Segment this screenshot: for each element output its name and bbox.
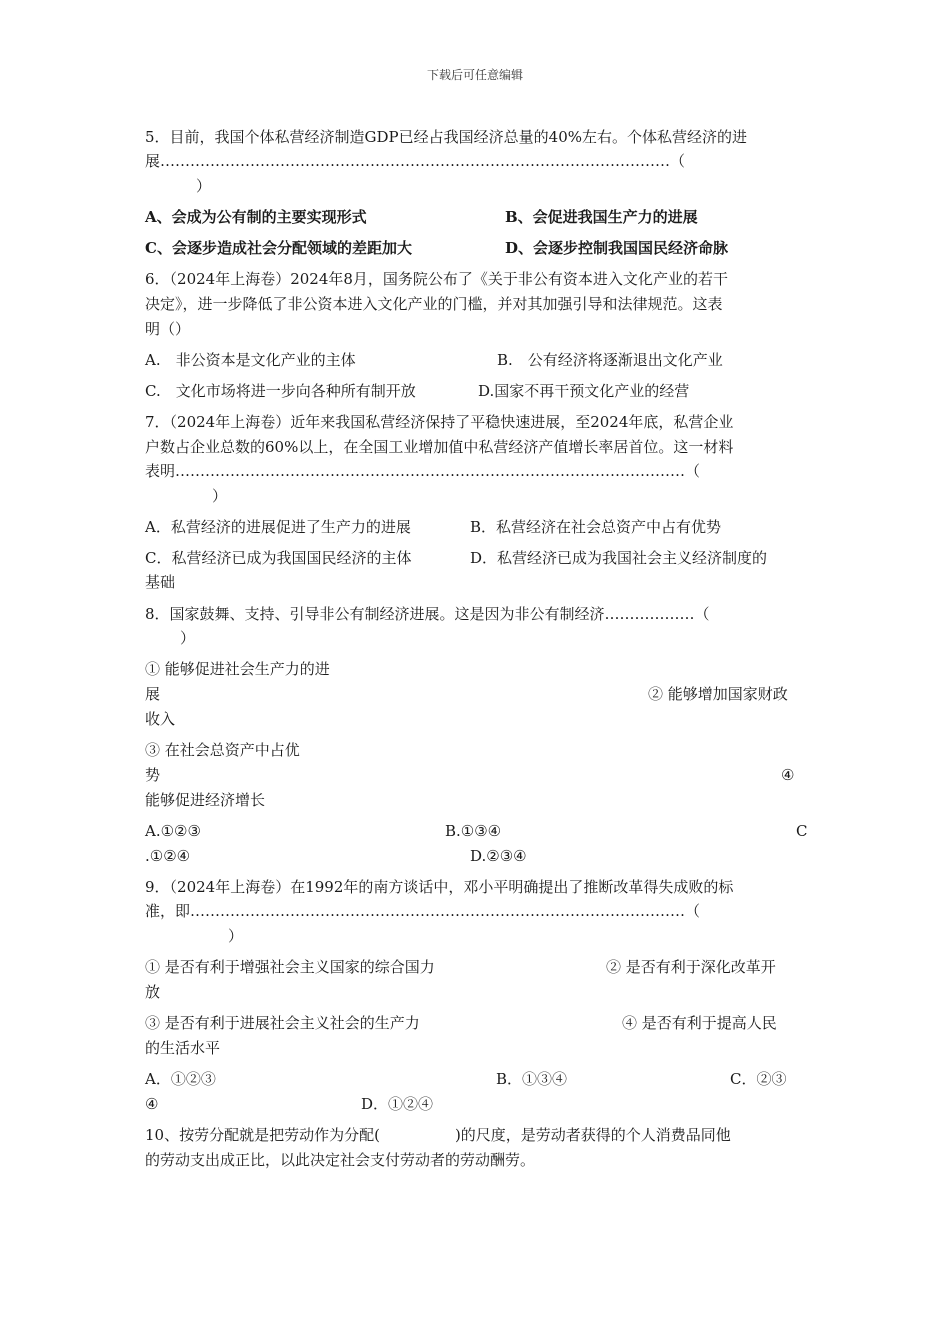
q9-stem-line1: 9．（2024年上海卷）在1992年的南方谈话中，邓小平明确提出了推断改革得失成败的标 <box>145 878 734 896</box>
q6-stem-line2: 决定》，进一步降低了非公资本进入文化产业的门槛，并对其加强引导和法律规范。这表 <box>145 295 723 313</box>
q8-stem-line1: 8．国家鼓舞、支持、引导非公有制经济进展。这是因为非公有制经济………………（ <box>145 605 710 623</box>
q6-stem-line3: 明（） <box>145 320 191 338</box>
q9-statement-2-cont: 放 <box>145 983 161 1001</box>
q9-statement-4-cont: 的生活水平 <box>145 1039 221 1057</box>
page-header: 下载后可任意编辑 <box>426 68 523 82</box>
q9-option-a: A．①②③ <box>145 1070 216 1088</box>
q8-option-a: A.①②③ <box>145 822 201 840</box>
q8-statement-3-cont: 势 <box>145 766 161 784</box>
q5-option-a: A、会成为公有制的主要实现形式 <box>145 208 367 226</box>
q8-statement-2-cont: 收入 <box>145 710 176 728</box>
q7-stem-line1: 7．（2024年上海卷）近年来我国私营经济保持了平稳快速进展，至2024年底，私营企业 <box>145 413 734 431</box>
q6-stem-line1: 6．（2024年上海卷）2024年8月，国务院公布了《关于非公有资本进入文化产业的若干 <box>145 270 728 288</box>
q9-statement-4: ④ 是否有利于提高人民 <box>622 1014 777 1032</box>
q7-option-c: C．私营经济已成为我国国民经济的主体 <box>145 549 412 567</box>
q9-statement-3: ③ 是否有利于进展社会主义社会的生产力 <box>145 1014 420 1032</box>
q8-option-c-label: C <box>796 822 808 840</box>
q10-stem-line1: 10、按劳分配就是把劳动作为分配( )的尺度，是劳动者获得的个人消费品同他 <box>145 1126 731 1144</box>
q7-option-a: A．私营经济的进展促进了生产力的进展 <box>145 518 411 536</box>
q5-option-c: C、会逐步造成社会分配领域的差距加大 <box>145 239 412 257</box>
q5-stem-line1: 5．目前，我国个体私营经济制造GDP已经占我国经济总量的40%左右。个体私营经济的进 <box>145 128 747 146</box>
q5-option-b: B、会促进我国生产力的进展 <box>505 208 698 226</box>
q6-option-b: B. 公有经济将逐渐退出文化产业 <box>497 351 723 369</box>
q9-stem-line3: ） <box>228 927 244 945</box>
q8-stem-line2: ） <box>180 629 196 647</box>
q10-stem-line2: 的劳动支出成正比，以此决定社会支付劳动者的劳动酬劳。 <box>145 1151 536 1169</box>
q7-option-d-cont: 基础 <box>145 573 176 591</box>
q9-option-d: D．①②④ <box>361 1095 434 1113</box>
q9-option-c: C．②③ <box>730 1070 787 1088</box>
q5-option-d: D、会逐步控制我国国民经济命脉 <box>505 239 729 257</box>
q7-option-d: D．私营经济已成为我国社会主义经济制度的 <box>470 549 768 567</box>
q8-statement-1-cont: 展 <box>145 685 161 703</box>
q6-option-d: D.国家不再干预文化产业的经营 <box>478 382 690 400</box>
q7-option-b: B．私营经济在社会总资产中占有优势 <box>470 518 722 536</box>
q8-statement-2: ② 能够增加国家财政 <box>648 685 788 703</box>
q8-option-d: D.②③④ <box>470 847 527 865</box>
q9-option-b: B．①③④ <box>496 1070 568 1088</box>
q6-option-c: C. 文化市场将进一步向各种所有制开放 <box>145 382 416 400</box>
q8-statement-4: 能够促进经济增长 <box>145 791 266 809</box>
q8-option-c: .①②④ <box>145 847 191 865</box>
q6-option-a: A. 非公资本是文化产业的主体 <box>145 351 356 369</box>
q8-statement-3: ③ 在社会总资产中占优 <box>145 741 300 759</box>
q8-statement-1: ① 能够促进社会生产力的进 <box>145 660 330 678</box>
q8-statement-4-marker: ④ <box>781 766 795 784</box>
q7-stem-line2: 户数占企业总数的60%以上，在全国工业增加值中私营经济产值增长率居首位。这一材料 <box>145 438 734 456</box>
q9-statement-1: ① 是否有利于增强社会主义国家的综合国力 <box>145 958 435 976</box>
q9-stem-line2: 准，即………………………………………………………………………………………（ <box>145 902 701 920</box>
q7-stem-line3: 表明…………………………………………………………………………………………（ <box>145 462 701 480</box>
q5-stem-line2: 展…………………………………………………………………………………………（ <box>145 152 686 170</box>
q9-statement-2: ② 是否有利于深化改革开 <box>606 958 776 976</box>
q9-option-c-cont: ④ <box>145 1095 159 1113</box>
q7-stem-line4: ） <box>212 487 228 505</box>
q5-stem-line3: ） <box>196 177 212 195</box>
q8-option-b: B.①③④ <box>445 822 502 840</box>
